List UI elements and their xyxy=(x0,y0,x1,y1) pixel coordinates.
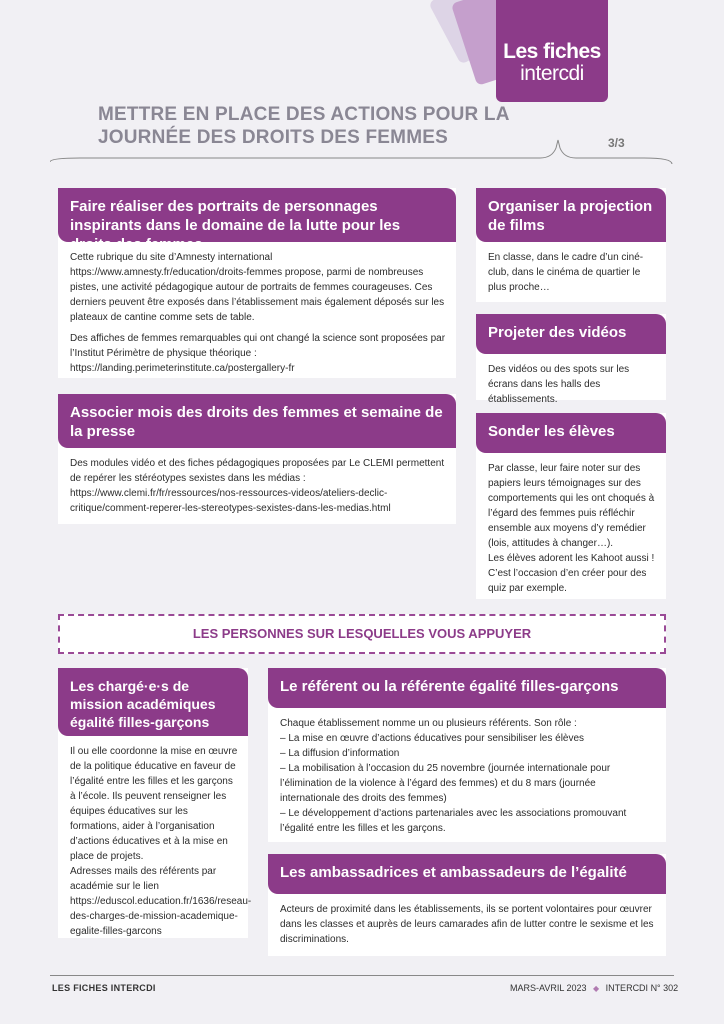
card-title: Les ambassadrices et ambassadeurs de l’égalité xyxy=(268,854,666,894)
card-title: Les chargé·e·s de mission académiques égalité filles-garçons xyxy=(58,668,248,736)
card-body xyxy=(280,716,658,836)
list-item: – La diffusion d’information xyxy=(280,748,400,759)
logo-line2: intercdi xyxy=(520,62,584,85)
card-body xyxy=(488,461,658,602)
card-charges xyxy=(58,668,252,938)
footer-divider xyxy=(50,975,674,976)
paragraph: Cette rubrique du site d’Amnesty international https://www.amnesty.fr/education/droits-femmes propose, parmi de nombreuses pistes, une activité pédagogique autour de portraits de femmes courageuses. Ces derniers peuvent être exposés dans l’établissement mais également déposés sur les plateaux de cantine comme sets de table. xyxy=(70,252,445,323)
card-ambassadeurs xyxy=(268,854,666,956)
card-title: Associer mois des droits des femmes et semaine de la presse xyxy=(58,394,456,448)
paragraph: Il ou elle coordonne la mise en œuvre de la politique éducative en faveur de l’égalité entre les filles et les garçons à l’école. Ils peuvent renseigner les équipes éducatives sur les formations, aider à l’organisation d’actions éducatives et à la mise en place de projets. xyxy=(70,746,238,862)
card-sonder xyxy=(476,413,666,599)
card-portraits xyxy=(58,188,456,378)
card-body xyxy=(70,744,252,945)
list-item: – La mobilisation à l’occasion du 25 novembre (journée internationale pour l’élimination de la violence à l’égard des femmes) et du 8 mars (journée internationale des droits des femmes) xyxy=(280,763,611,804)
card-title: Sonder les élèves xyxy=(476,413,666,453)
logo-line1: Les fiches xyxy=(503,40,601,63)
page-title: METTRE EN PLACE DES ACTIONS POUR LA JOURNÉE DES DROITS DES FEMMES xyxy=(98,104,509,148)
paragraph: Des affiches de femmes remarquables qui ont changé la science sont proposées par l’Institut Périmètre de physique théorique : https://landing.perimeterinstitute.ca/postergallery-fr xyxy=(70,333,446,374)
paragraph: Acteurs de proximité dans les établissements, ils se portent volontaires pour œuvrer dans les classes et auprès de leurs camarades afin de lutter contre le sexisme et les discriminations. xyxy=(280,904,654,945)
card-presse xyxy=(58,394,456,524)
paragraph: En classe, dans le cadre d’un ciné-club, dans le cinéma de quartier le plus proche… xyxy=(488,252,644,293)
card-body xyxy=(70,250,448,382)
paragraph: Des modules vidéo et des fiches pédagogiques proposées par Le CLEMI permettent de repérer les stéréotypes sexistes dans les médias : https://www.clemi.fr/fr/ressources/nos-ressources-videos/ateliers-declic-critique/comment-reperer-les-stereotypes-sexistes-dans-les-medias.html xyxy=(70,458,445,514)
section-banner: LES PERSONNES SUR LESQUELLES VOUS APPUYER xyxy=(58,614,666,654)
footer-date: MARS-AVRIL 2023 xyxy=(510,983,587,993)
card-title: Organiser la projection de films xyxy=(476,188,666,242)
paragraph: Adresses mails des référents par académie sur le lien https://eduscol.education.fr/1636/reseau-des-charges-de-mission-academique-egalite-filles-garcons xyxy=(70,866,252,937)
paragraph: Les élèves adorent les Kahoot aussi ! C’est l’occasion d’en créer pour des quiz par exemple. xyxy=(488,553,655,594)
footer-publication: LES FICHES INTERCDI xyxy=(52,983,156,993)
card-body xyxy=(488,362,658,413)
card-body xyxy=(70,456,448,522)
list-item: – La mise en œuvre d’actions éducatives pour sensibiliser les élèves xyxy=(280,733,585,744)
paragraph: Par classe, leur faire noter sur des papiers leurs témoignages sur des comportements qui les ont choqués à l’égard des femmes puis réfléchir ensemble aux moyens d’y remédier (lois, attitudes à changer…). xyxy=(488,463,655,549)
card-title: Le référent ou la référente égalité filles-garçons xyxy=(268,668,666,708)
card-body xyxy=(280,902,658,953)
card-films xyxy=(476,188,666,302)
card-body xyxy=(488,250,658,301)
paragraph: Des vidéos ou des spots sur les écrans dans les halls des établissements. xyxy=(488,364,630,405)
logo xyxy=(496,0,608,102)
card-title: Faire réaliser des portraits de personnages inspirants dans le domaine de la lutte pour les droits des femmes xyxy=(58,188,456,242)
footer-issue-info xyxy=(510,983,678,993)
card-title: Projeter des vidéos xyxy=(476,314,666,354)
list-item: – Le développement d’actions partenariales avec les associations promouvant l’égalité entre les filles et les garçons. xyxy=(280,808,627,834)
card-referent xyxy=(268,668,666,842)
page-number: 3/3 xyxy=(608,136,625,150)
card-videos xyxy=(476,314,666,405)
diamond-icon: ◆ xyxy=(592,984,600,993)
paragraph: Chaque établissement nomme un ou plusieurs référents. Son rôle : xyxy=(280,718,577,729)
footer-issue: INTERCDI N° 302 xyxy=(605,983,679,993)
title-divider xyxy=(50,130,674,170)
